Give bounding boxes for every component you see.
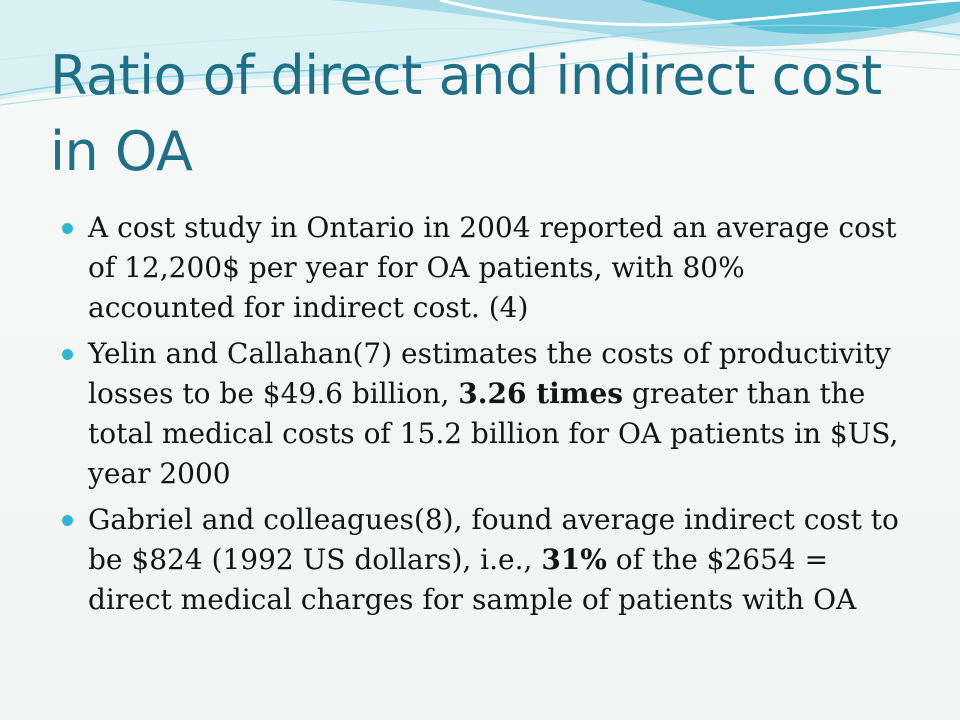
bullet-dot-icon [62, 349, 73, 360]
bullet-text [88, 337, 898, 490]
bullet-text [88, 503, 899, 616]
bullet-item-yelin-callahan [60, 334, 900, 494]
slide-title: Ratio of direct and indirect cost in OA [50, 44, 882, 183]
bullet-dot-icon [62, 223, 73, 234]
bullet-text [88, 211, 897, 324]
bullet-item-ontario-study [60, 208, 900, 328]
bullet-emphasis: 31% [541, 543, 607, 576]
bullet-item-gabriel-colleagues [60, 500, 900, 620]
bullet-dot-icon [62, 515, 73, 526]
bullet-segment: greater than the total medical costs of 15.2 billion for OA patients in $US, year 2000 [88, 377, 899, 490]
bullet-segment: A cost study in Ontario in 2004 reported an average cost of 12,200$ per year for OA patients, with 80% accounted for indirect cost. (4) [88, 211, 897, 324]
bullet-list [60, 208, 900, 626]
bullet-segment: Gabriel and colleagues(8), found average indirect cost to be $824 (1992 US dollars), i.e., [88, 503, 899, 576]
bullet-segment: Yelin and Callahan(7) estimates the costs of productivity losses to be $49.6 billion, [88, 337, 891, 410]
bullet-segment: of the $2654 = direct medical charges for sample of patients with OA [88, 543, 857, 616]
bullet-emphasis: 3.26 times [458, 377, 624, 410]
